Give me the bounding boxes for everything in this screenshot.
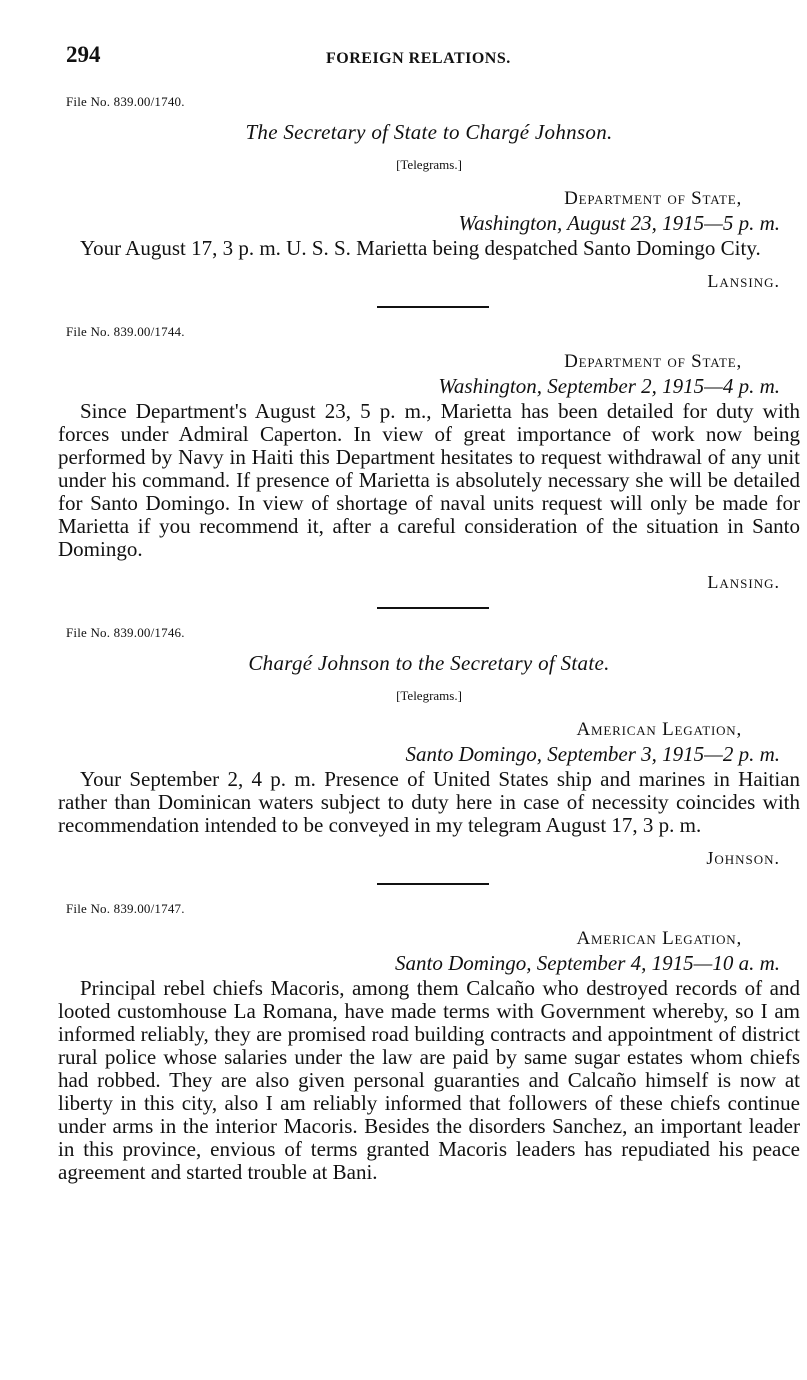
section-divider: [377, 607, 489, 609]
file-number: File No. 839.00/1746.: [66, 625, 185, 640]
sender-organization: Department of State,: [564, 351, 742, 372]
telegram-body: Your August 17, 3 p. m. U. S. S. Marietta being despatched Santo Domingo City.: [80, 236, 761, 260]
telegrams-label: [Telegrams.]: [396, 157, 462, 172]
page-number: 294: [66, 42, 101, 67]
file-number: File No. 839.00/1747.: [66, 901, 185, 916]
signature: Lansing.: [707, 271, 780, 291]
dateline: Santo Domingo, September 4, 1915—10 a. m.: [395, 951, 780, 975]
running-title: FOREIGN RELATIONS.: [326, 50, 511, 67]
dateline: Washington, August 23, 1915—5 p. m.: [458, 211, 780, 235]
running-head: [58, 40, 800, 74]
telegram-body: Since Department's August 23, 5 p. m., Marietta has been detailed for duty with forces under Admiral Caperton. In view of great importance of work now being performed by Navy in Haiti this Department hesitates to request withdrawal of any unit under his command. If presence of Marietta is absolutely necessary she will be detailed for Santo Domingo. In view of shortage of naval units request will only be made for Marietta if you recommend it, after a careful consideration of the situation in Santo Domingo.: [58, 399, 800, 561]
telegram-section: [58, 625, 800, 869]
document-title: The Secretary of State to Chargé Johnson.: [245, 120, 613, 144]
telegrams-label: [Telegrams.]: [396, 688, 462, 703]
telegram-body: Principal rebel chiefs Macoris, among them Calcaño who destroyed records of and looted customhouse La Romana, have made terms with Government whereby, so I am informed reliably, they are promised road building contracts and appointment of district rural police whose salaries under the law are paid by same sugar estates whom chiefs had robbed. They are also given personal guaranties and Calcaño himself is now at liberty in this city, also I am reliably informed that followers of these chiefs continue under arms in the interior Macoris. Besides the disorders Sanchez, an important leader in this province, envious of terms granted Macoris leaders has repudiated his peace agreement and started trouble at Bani.: [58, 976, 800, 1184]
document-title: Chargé Johnson to the Secretary of State.: [248, 651, 610, 675]
signature: Lansing.: [707, 572, 780, 592]
section-divider: [377, 306, 489, 308]
dateline: Santo Domingo, September 3, 1915—2 p. m.: [405, 742, 780, 766]
sender-organization: American Legation,: [576, 928, 742, 949]
telegram-body: Your September 2, 4 p. m. Presence of United States ship and marines in Haitian rather than Dominican waters subject to duty here in case of necessity coincides with recommendation intended to be conveyed in my telegram August 17, 3 p. m.: [58, 767, 800, 837]
telegram-section: [58, 94, 800, 292]
telegram-section: [58, 324, 800, 593]
sender-organization: American Legation,: [576, 719, 742, 740]
signature: Johnson.: [706, 848, 780, 868]
sender-organization: Department of State,: [564, 188, 742, 209]
section-divider: [377, 883, 489, 885]
telegram-section: [58, 901, 800, 1184]
file-number: File No. 839.00/1740.: [66, 94, 185, 109]
dateline: Washington, September 2, 1915—4 p. m.: [438, 374, 780, 398]
document-page: [58, 40, 800, 1184]
file-number: File No. 839.00/1744.: [66, 324, 185, 339]
